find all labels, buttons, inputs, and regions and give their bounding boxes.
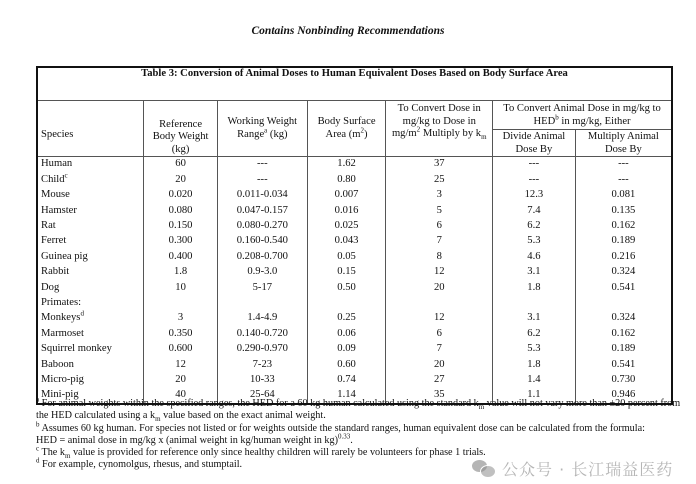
cell-working-range: 0.011-0.034 <box>217 188 307 203</box>
document-header: Contains Nonbinding Recommendations <box>251 25 445 37</box>
cell-body-surface-area: 0.025 <box>307 219 386 234</box>
cell-divide: 1.4 <box>493 372 576 387</box>
cell-working-range: 0.290-0.970 <box>217 342 307 357</box>
km-sub: m <box>64 452 71 461</box>
cell-reference-weight: 0.400 <box>144 249 218 264</box>
table-row <box>37 234 672 249</box>
footnote-ref-a: a <box>264 125 268 134</box>
footnote-c <box>36 444 686 461</box>
col-header-hed-group <box>493 101 672 130</box>
cell-divide: --- <box>493 172 576 187</box>
cell-reference-weight: 12 <box>144 357 218 372</box>
cell-divide: 1.8 <box>493 280 576 295</box>
cell-divide: 5.3 <box>493 342 576 357</box>
cell-km: 35 <box>386 388 493 404</box>
cell-divide: 6.2 <box>493 326 576 341</box>
cell-multiply: 0.541 <box>575 280 672 295</box>
cell-species <box>37 249 144 264</box>
species-name: Micro-pig <box>41 373 84 385</box>
table-row <box>37 203 672 218</box>
footnote-text: For example, cynomolgus, rhesus, and stumptail. <box>39 459 243 471</box>
footnote-mark: d <box>36 457 40 466</box>
cell-working-range: 0.140-0.720 <box>217 326 307 341</box>
cell-multiply: 0.730 <box>575 372 672 387</box>
footnote-mark: c <box>36 444 40 453</box>
footnote-text: value will not vary more than ±20 percent from the HED calculated using a k <box>36 398 681 422</box>
cell-reference-weight: 3 <box>144 311 218 326</box>
cell-multiply: 0.541 <box>575 357 672 372</box>
cell-species <box>37 234 144 249</box>
cell-working-range: 10-33 <box>217 372 307 387</box>
cell-divide: 6.2 <box>493 219 576 234</box>
cell-km: 3 <box>386 188 493 203</box>
species-name: Primates: <box>41 296 82 308</box>
cell-species <box>37 311 144 326</box>
footnote-ref: d <box>80 309 84 318</box>
cell-multiply: 0.081 <box>575 188 672 203</box>
footnote-b <box>36 420 686 448</box>
col-header-reference-weight: Reference Body Weight (kg) <box>144 101 218 157</box>
table-row <box>37 326 672 341</box>
footnote-text: value based on the exact animal weight. <box>160 410 326 422</box>
table-header-row <box>37 101 672 130</box>
bsa-close: ) <box>364 128 368 140</box>
cell-reference-weight: 0.080 <box>144 203 218 218</box>
cell-multiply: 0.216 <box>575 249 672 264</box>
cell-divide <box>493 296 576 311</box>
table-row <box>37 157 672 173</box>
km-sub: m <box>481 133 487 142</box>
species-name: Human <box>41 158 73 170</box>
footnote-text: . <box>350 434 353 446</box>
cell-reference-weight: 0.020 <box>144 188 218 203</box>
working-range-unit: (kg) <box>267 128 288 140</box>
footnote-text: value is provided for reference only since healthy children will rarely be volunteers for phase 1 trials. <box>70 447 486 459</box>
cell-km: 27 <box>386 372 493 387</box>
bsa-text: Body Surface Area (m <box>317 116 376 140</box>
table-row <box>37 219 672 234</box>
cell-km: 12 <box>386 311 493 326</box>
cell-working-range: 1.4-4.9 <box>217 311 307 326</box>
km-multiply: Multiply by k <box>420 128 482 139</box>
cell-working-range: 25-64 <box>217 388 307 404</box>
cell-km: 37 <box>386 157 493 173</box>
cell-divide: 7.4 <box>493 203 576 218</box>
cell-km: 6 <box>386 326 493 341</box>
cell-multiply: --- <box>575 172 672 187</box>
species-name: Baboon <box>41 358 74 370</box>
table-row <box>37 172 672 187</box>
cell-divide: --- <box>493 157 576 173</box>
cell-multiply: 0.162 <box>575 219 672 234</box>
table-row <box>37 342 672 357</box>
cell-species <box>37 296 144 311</box>
watermark-text: 公众号 · 长江瑞益医药 <box>502 460 674 479</box>
cell-multiply: 0.324 <box>575 265 672 280</box>
cell-reference-weight: 60 <box>144 157 218 173</box>
footnote-text: Assumes 60 kg human. For species not listed or for weights outside the standard ranges, human equivalent dose can be calculated from the formula: <box>39 422 645 434</box>
cell-km: 5 <box>386 203 493 218</box>
cell-body-surface-area: 0.09 <box>307 342 386 357</box>
table-row <box>37 296 672 311</box>
col-header-body-surface-area <box>307 101 386 157</box>
table-row <box>37 249 672 264</box>
cell-species <box>37 372 144 387</box>
footnote-d <box>36 459 686 471</box>
cell-working-range: --- <box>217 157 307 173</box>
table-row <box>37 265 672 280</box>
col-header-working-range <box>217 101 307 157</box>
cell-km: 12 <box>386 265 493 280</box>
working-range-text: Working Weight Range <box>227 116 298 140</box>
species-name: Mouse <box>41 189 70 201</box>
species-name: Dog <box>41 281 60 293</box>
cell-reference-weight: 0.150 <box>144 219 218 234</box>
cell-body-surface-area: 0.06 <box>307 326 386 341</box>
species-name: Monkeys <box>41 312 81 324</box>
cell-reference-weight: 0.350 <box>144 326 218 341</box>
cell-body-surface-area: 0.15 <box>307 265 386 280</box>
cell-multiply: 0.946 <box>575 388 672 404</box>
species-name: Squirrel monkey <box>41 343 112 355</box>
cell-working-range: --- <box>217 172 307 187</box>
cell-species <box>37 326 144 341</box>
hed-group-suffix: in mg/kg, Either <box>558 115 631 127</box>
cell-body-surface-area: 0.007 <box>307 188 386 203</box>
footnote-ref-b: b <box>555 112 559 121</box>
cell-divide: 3.1 <box>493 265 576 280</box>
species-name: Child <box>41 173 65 185</box>
cell-divide: 3.1 <box>493 311 576 326</box>
cell-reference-weight: 20 <box>144 172 218 187</box>
hed-group-text: To Convert Animal Dose in mg/kg to HED <box>503 103 661 127</box>
cell-working-range: 0.9-3.0 <box>217 265 307 280</box>
cell-km: 7 <box>386 342 493 357</box>
cell-km: 6 <box>386 219 493 234</box>
footnote-ref: c <box>64 171 68 180</box>
footnote-text: The k <box>39 447 65 459</box>
cell-working-range <box>217 296 307 311</box>
cell-km: 25 <box>386 172 493 187</box>
dose-conversion-table <box>36 66 673 405</box>
footnote-formula: HED = animal dose in mg/kg x (animal weight in kg/human weight in kg) <box>36 434 338 446</box>
cell-reference-weight: 40 <box>144 388 218 404</box>
col-header-km <box>386 101 493 157</box>
cell-divide: 1.8 <box>493 357 576 372</box>
species-name: Marmoset <box>41 327 84 339</box>
cell-body-surface-area <box>307 296 386 311</box>
species-name: Rat <box>41 220 56 231</box>
cell-species <box>37 172 144 187</box>
cell-body-surface-area: 0.50 <box>307 280 386 295</box>
cell-multiply <box>575 296 672 311</box>
col-header-species: Species <box>37 101 144 157</box>
bsa-sup: 2 <box>360 125 365 134</box>
cell-species <box>37 157 144 173</box>
cell-working-range: 0.160-0.540 <box>217 234 307 249</box>
cell-species <box>37 219 144 234</box>
cell-km: 20 <box>386 357 493 372</box>
footnote-mark: a <box>36 395 40 404</box>
cell-body-surface-area: 1.62 <box>307 157 386 173</box>
cell-multiply: 0.189 <box>575 342 672 357</box>
cell-body-surface-area: 1.14 <box>307 388 386 404</box>
species-name: Mini-pig <box>41 389 79 401</box>
cell-species <box>37 357 144 372</box>
cell-km: 20 <box>386 280 493 295</box>
cell-km: 7 <box>386 234 493 249</box>
cell-working-range: 0.080-0.270 <box>217 219 307 234</box>
cell-species <box>37 265 144 280</box>
footnote-mark: b <box>36 420 40 429</box>
cell-body-surface-area: 0.043 <box>307 234 386 249</box>
cell-multiply: 0.324 <box>575 311 672 326</box>
species-name: Rabbit <box>41 266 70 278</box>
table-row <box>37 311 672 326</box>
cell-body-surface-area: 0.60 <box>307 357 386 372</box>
cell-divide: 5.3 <box>493 234 576 249</box>
cell-species <box>37 203 144 218</box>
cell-reference-weight: 0.600 <box>144 342 218 357</box>
table-body <box>37 157 672 405</box>
table-row <box>37 372 672 387</box>
cell-reference-weight <box>144 296 218 311</box>
cell-divide: 4.6 <box>493 249 576 264</box>
cell-reference-weight: 20 <box>144 372 218 387</box>
cell-body-surface-area: 0.016 <box>307 203 386 218</box>
table-title: Table 3: Conversion of Animal Doses to Human Equivalent Doses Based on Body Surface Area <box>141 68 568 79</box>
cell-multiply: 0.189 <box>575 234 672 249</box>
cell-working-range: 5-17 <box>217 280 307 295</box>
species-name: Ferret <box>41 235 67 247</box>
species-name: Guinea pig <box>41 250 88 262</box>
km-sub: m <box>155 415 161 424</box>
cell-multiply: 0.162 <box>575 326 672 341</box>
cell-reference-weight: 10 <box>144 280 218 295</box>
km-text: To Convert Dose in mg/kg to Dose in mg/m <box>391 103 481 139</box>
cell-reference-weight: 0.300 <box>144 234 218 249</box>
cell-reference-weight: 1.8 <box>144 265 218 280</box>
col-header-multiply: Multiply Animal Dose By <box>575 130 672 157</box>
table-title-row <box>37 67 672 101</box>
footnote-text: For animal weights within the specified ranges, the HED for a 60 kg human calculated using the standard k <box>39 398 479 409</box>
cell-body-surface-area: 0.74 <box>307 372 386 387</box>
table-row <box>37 357 672 372</box>
table-row <box>37 280 672 295</box>
species-name: Hamster <box>41 204 77 216</box>
cell-multiply: 0.135 <box>575 203 672 218</box>
cell-working-range: 0.047-0.157 <box>217 203 307 218</box>
km-sup: 2 <box>416 125 421 134</box>
cell-km <box>386 296 493 311</box>
cell-working-range: 7-23 <box>217 357 307 372</box>
cell-body-surface-area: 0.25 <box>307 311 386 326</box>
km-sub: m <box>478 403 485 412</box>
cell-working-range: 0.208-0.700 <box>217 249 307 264</box>
table-row <box>37 188 672 203</box>
cell-species <box>37 280 144 295</box>
cell-species <box>37 188 144 203</box>
cell-divide: 1.1 <box>493 388 576 404</box>
cell-body-surface-area: 0.05 <box>307 249 386 264</box>
cell-divide: 12.3 <box>493 188 576 203</box>
col-header-divide: Divide Animal Dose By <box>493 130 576 157</box>
cell-species <box>37 342 144 357</box>
formula-exponent: 0.33 <box>337 432 351 441</box>
cell-km: 8 <box>386 249 493 264</box>
cell-body-surface-area: 0.80 <box>307 172 386 187</box>
cell-multiply: --- <box>575 157 672 173</box>
